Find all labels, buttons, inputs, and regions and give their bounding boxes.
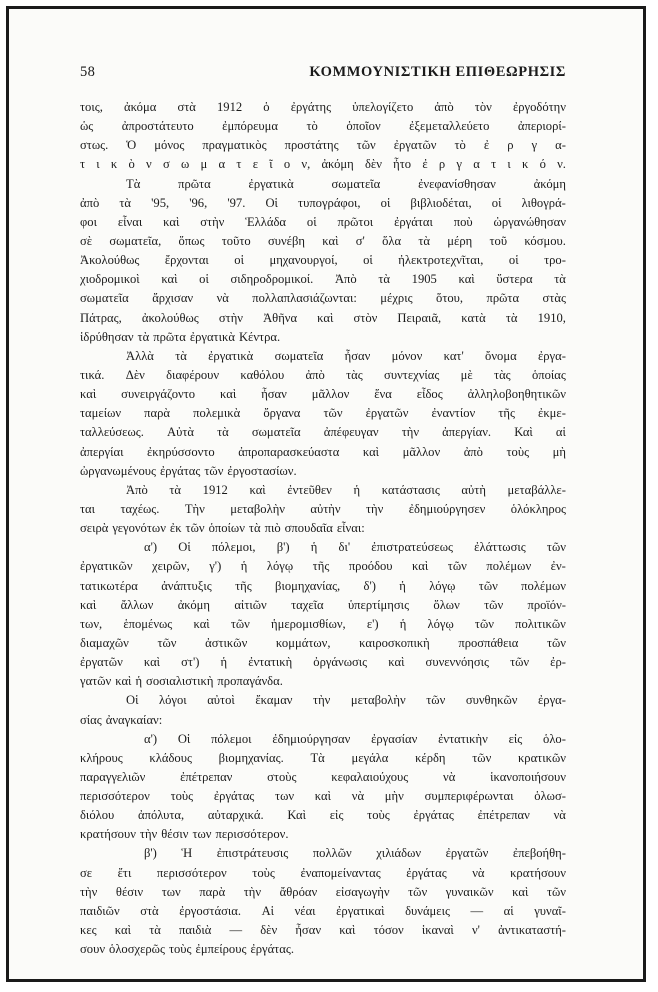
text-line: Ἀπὸ τὰ 1912 καὶ ἐντεῦθεν ἡ κατάστασις αὐτὴ μεταβάλλε- — [126, 482, 566, 497]
text-line: σωματεῖα ἄρχισαν νὰ πολλαπλασιάζωνται: μέχρις ὅτου, πρῶτα στὰς — [80, 291, 566, 306]
text-line: σίας ἀναγκαίαν: — [80, 712, 163, 727]
text-line: ἐργατικῶν χειρῶν, γ') ἡ λόγῳ τῆς προόδου καὶ τῶν πολέμων ἐν- — [80, 559, 566, 574]
text-line: των, ἑπομένως καὶ τῶν ἡμερομισθίων, ε') ἡ λόγῳ τῶν πολιτικῶν — [80, 616, 566, 631]
text-line: φοι εἶναι καὶ στὴν Ἑλλάδα οἱ πρῶτοι ἐργάται ποὺ ὠργανώθησαν — [80, 214, 566, 229]
text-line: καὶ συνειργάζοντο καὶ ἦσαν μᾶλλον ἕνα εἶδος ἀλληλοβοηθητικῶν — [80, 387, 566, 402]
text-line: κες καὶ τὰ παιδιὰ — δὲν ἦσαν καὶ τόσον ἱκαναὶ ν' ἀντικαταστή- — [80, 923, 566, 938]
page-number: 58 — [80, 64, 96, 80]
text-line: σουν ὁλοσχερῶς τοὺς ἐμπείρους ἐργάτας. — [80, 942, 294, 957]
text-line: Οἱ λόγοι αὐτοὶ ἔκαμαν τὴν μεταβολὴν τῶν συνθηκῶν ἐργα- — [126, 693, 566, 708]
text-line: ταλλεύσεως. Αὐτὰ τὰ σωματεῖα ἀπέφευγαν τὴν ἀπεργίαν. Καὶ αἱ — [80, 425, 566, 440]
text-line: Πάτρας, ἀκολούθως στὴν Ἀθῆνα καὶ στὸν Πειραιᾶ, κατὰ τὰ 1910, — [80, 310, 566, 325]
text-line: παραγγελιῶν ἐπέτρεπαν στοὺς κεφαλαιούχους νὰ ἱκανοποιήσουν — [80, 769, 566, 784]
text-line: κλήρους κλάδους βιομηχανίας. Τὰ μεγάλα κέρδη τῶν κρατικῶν — [80, 750, 566, 765]
text-line: περισσότερον τοὺς ἐργάτας των καὶ νὰ μὴν συμπεριφέρωνται ὁλωσ- — [80, 789, 566, 804]
text-line: στως. Ὁ μόνος πραγματικὸς προστάτης τῶν ἐργατῶν τὸ ἐ ρ γ α- — [80, 138, 566, 153]
text-line: σειρὰ γεγονότων ἐκ τῶν ὁποίων τὰ πιὸ σπουδαῖα εἶναι: — [80, 521, 365, 536]
text-line: ἀπὸ τὰ '95, '96, '97. Οἱ τυπογράφοι, οἱ βιβλιοδέται, οἱ λιθογρά- — [80, 195, 566, 210]
text-line: γατῶν καὶ ἡ σοσιαλιστικὴ προπαγάνδα. — [80, 674, 283, 689]
body-text — [80, 98, 566, 959]
text-line: τοις, ἀκόμα στὰ 1912 ὁ ἐργάτης ὑπελογίζετο ἀπὸ τὸν ἐργοδότην — [80, 100, 566, 114]
text-line: τὴν θέσιν των παρὰ τὴν ἄθρόαν εἰσαγωγὴν τῶν γυναικῶν καὶ τῶν — [80, 884, 566, 899]
text-line: ἱδρύθησαν τὰ πρῶτα ἐργατικὰ Κέντρα. — [80, 329, 281, 344]
text-line: τ ι κ ὸ ν σ ω μ α τ ε ῖ ο ν, ἀκόμη δὲν ἦτο ἐ ρ γ α τ ι κ ό ν. — [80, 157, 566, 172]
text-line: σὲ σωματεῖα, ὅπως τοῦτο συνέβη καὶ σ' ὅλα τὰ μέρη τοῦ κόσμου. — [80, 233, 566, 248]
text-line: ὠργανωμένους ἐργάτας τῶν ἐργοστασίων. — [80, 463, 297, 478]
text-line: β') Ἡ ἐπιστράτευσις πολλῶν χιλιάδων ἐργατῶν ἐπεβοήθη- — [144, 846, 566, 861]
text-line: παιδιῶν στὰ ἐργοστάσια. Αἱ νέαι ἐργατικαὶ δυνάμεις — αἱ γυναῖ- — [80, 903, 566, 918]
text-line: α') Οἱ πόλεμοι ἐδημιούργησαν ἐργασίαν ἐντατικὴν εἰς ὁλο- — [144, 731, 566, 746]
page-header — [80, 64, 566, 84]
text-line: Τὰ πρῶτα ἐργατικὰ σωματεῖα ἐνεφανίσθησαν ἀκόμη — [126, 176, 566, 191]
text-line: α') Οἱ πόλεμοι, β') ἡ δι' ἐπιστρατεύσεως ἐλάττωσις τῶν — [144, 540, 566, 555]
text-line: διαμαχῶν τῶν ἀστικῶν κομμάτων, καιροσκοπικὴ προσπάθεια τῶν — [80, 635, 566, 650]
text-line: Ἀλλὰ τὰ ἐργατικὰ σωματεῖα ἦσαν μόνον κατ' ὄνομα ἐργα- — [126, 348, 566, 363]
text-line: χιοδρομικοὶ καὶ οἱ σιδηροδρομικοί. Ἀπὸ τὰ 1905 καὶ ὕστερα τὰ — [80, 272, 566, 287]
running-head: ΚΟΜΜΟΥΝΙΣΤΙΚΗ ΕΠΙΘΕΩΡΗΣΙΣ — [309, 64, 566, 80]
text-line: ται ταχέως. Τὴν μεταβολὴν αὐτὴν τὴν ἐδημιούργησεν ὁλόκληρος — [80, 501, 566, 516]
text-line: ὡς ἀπροστάτευτο ἐμπόρευμα τὸ ὁποῖον ἐξεμεταλλεύετο ἀπεριορί- — [80, 119, 566, 134]
text-line: καὶ ἄλλων ἀκόμη αἰτιῶν ταχεῖα ὑπερτίμησις ὅλων τῶν προϊόν- — [80, 597, 566, 612]
text-line: ταμείων παρὰ πολεμικὰ ὄργανα τῶν ἐργατῶν ἐναντίον τῆς ἐκμε- — [80, 406, 566, 421]
text-line: ἀπεργίαι ἐκηρύσσοντο ἀπροπαρασκεύαστα καὶ μᾶλλον ἀπὸ τοὺς μὴ — [80, 444, 566, 459]
text-line: τικά. Δὲν διαφέρουν καθόλου ἀπὸ τὰς συντεχνίας μὲ τὰς ὁποίας — [80, 367, 566, 382]
text-line: διόλου ἀπόλυτα, αὐταρχικά. Καὶ εἰς τοὺς ἐργάτας ἐπέτρεπαν νὰ — [80, 808, 566, 823]
text-line: ἐργατῶν καὶ στ') ἡ ἐντατικὴ ὀργάνωσις καὶ συνεννόησις τῶν ἐρ- — [80, 655, 566, 670]
text-line: κρατήσουν τὴν θέσιν των περισσότερον. — [80, 827, 289, 842]
text-line: τατικωτέρα ἀνάπτυξις τῆς βιομηχανίας, δ') ἡ λόγῳ τῶν πολέμων — [80, 578, 566, 593]
text-line: Ἀκολούθως ἔρχονται οἱ μηχανουργοί, οἱ ἠλεκτροτεχνῖται, οἱ τρο- — [80, 253, 566, 268]
text-line: σε ἔτι περισσότερον τοὺς ἐναπομείναντας ἐργάτας νὰ κρατήσουν — [80, 865, 566, 880]
